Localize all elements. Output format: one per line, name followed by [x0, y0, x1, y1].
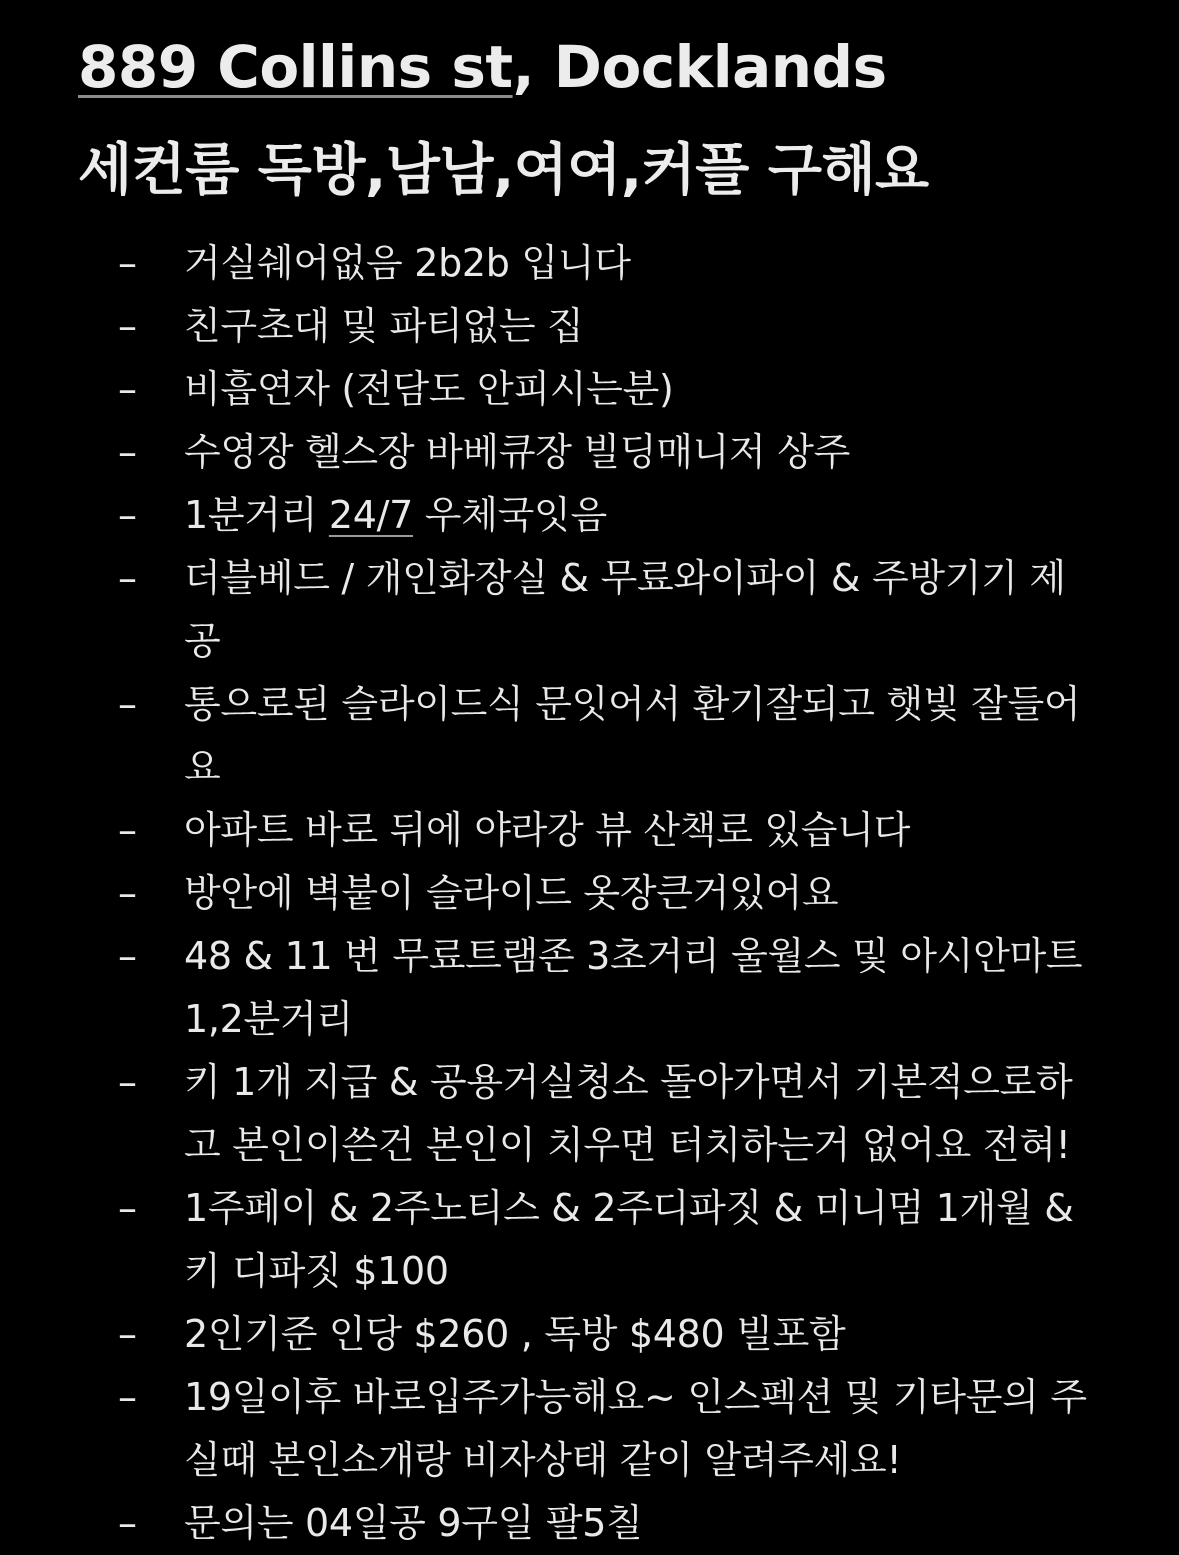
list-item-text: 아파트 바로 뒤에 야라강 뷰 산책로 있습니다	[184, 808, 911, 852]
listing-address-title	[78, 34, 887, 100]
list-item-text: 문의는 04일공 9구일 팔5칠	[184, 1501, 643, 1545]
list-item-text: 19일이후 바로입주가능해요~ 인스펙션 및 기타문의 주실때 본인소개랑 비자상태 같이 알려주세요!	[184, 1375, 1087, 1482]
bullet-dash: –	[118, 1186, 137, 1230]
bullet-dash: –	[118, 241, 137, 285]
list-item	[0, 1177, 1179, 1303]
list-item-text: 48 & 11 번 무료트램존 3초거리 울월스 및 아시안마트 1,2분거리	[184, 934, 1083, 1041]
list-item	[0, 484, 1179, 547]
bullet-dash: –	[118, 1375, 137, 1419]
address-suffix: , Docklands	[512, 33, 887, 101]
bullet-dash: –	[118, 934, 137, 978]
bullet-dash: –	[118, 493, 137, 537]
bullet-dash: –	[118, 430, 137, 474]
list-item	[0, 1303, 1179, 1366]
address-link[interactable]: 889 Collins st	[78, 33, 513, 101]
list-item	[0, 925, 1179, 1051]
list-item-text: 2인기준 인당 $260 , 독방 $480 빌포함	[184, 1312, 846, 1356]
list-item	[0, 1492, 1179, 1555]
hours-link[interactable]: 24/7	[328, 493, 414, 537]
listing-details-list	[0, 232, 1179, 1555]
bullet-dash: –	[118, 367, 137, 411]
list-item	[0, 295, 1179, 358]
bullet-dash: –	[118, 556, 137, 600]
bullet-dash: –	[118, 871, 137, 915]
list-item-text: 방안에 벽붙이 슬라이드 옷장큰거있어요	[184, 871, 839, 915]
list-item-text-post: 우체국잇음	[413, 493, 607, 537]
list-item	[0, 799, 1179, 862]
list-item-text	[184, 484, 1099, 547]
bullet-dash: –	[118, 682, 137, 726]
bullet-dash: –	[118, 1060, 137, 1104]
list-item	[0, 358, 1179, 421]
list-item-text: 수영장 헬스장 바베큐장 빌딩매니저 상주	[184, 430, 851, 474]
list-item	[0, 1051, 1179, 1177]
list-item	[0, 673, 1179, 799]
list-item-text: 1주페이 & 2주노티스 & 2주디파짓 & 미니멈 1개월 & 키 디파짓 $100	[184, 1186, 1074, 1293]
list-item-text: 더블베드 / 개인화장실 & 무료와이파이 & 주방기기 제공	[184, 556, 1066, 663]
list-item-text: 거실쉐어없음 2b2b 입니다	[184, 241, 631, 285]
list-item-text: 키 1개 지급 & 공용거실청소 돌아가면서 기본적으로하고 본인이쓴건 본인이 치우면 터치하는거 없어요 전혀!	[184, 1060, 1073, 1167]
bullet-dash: –	[118, 1501, 137, 1545]
list-item-text: 통으로된 슬라이드식 문잇어서 환기잘되고 햇빛 잘들어요	[184, 682, 1081, 789]
list-item	[0, 1366, 1179, 1492]
list-item-text: 비흡연자 (전담도 안피시는분)	[184, 367, 674, 411]
bullet-dash: –	[118, 304, 137, 348]
list-item-text: 친구초대 및 파티없는 집	[184, 304, 584, 348]
list-item-text-pre: 1분거리	[184, 493, 329, 537]
bullet-dash: –	[118, 1312, 137, 1356]
list-item	[0, 232, 1179, 295]
list-item	[0, 547, 1179, 673]
bullet-dash: –	[118, 808, 137, 852]
list-item	[0, 862, 1179, 925]
list-item	[0, 421, 1179, 484]
listing-headline: 세컨룸 독방,남남,여여,커플 구해요	[78, 138, 929, 203]
